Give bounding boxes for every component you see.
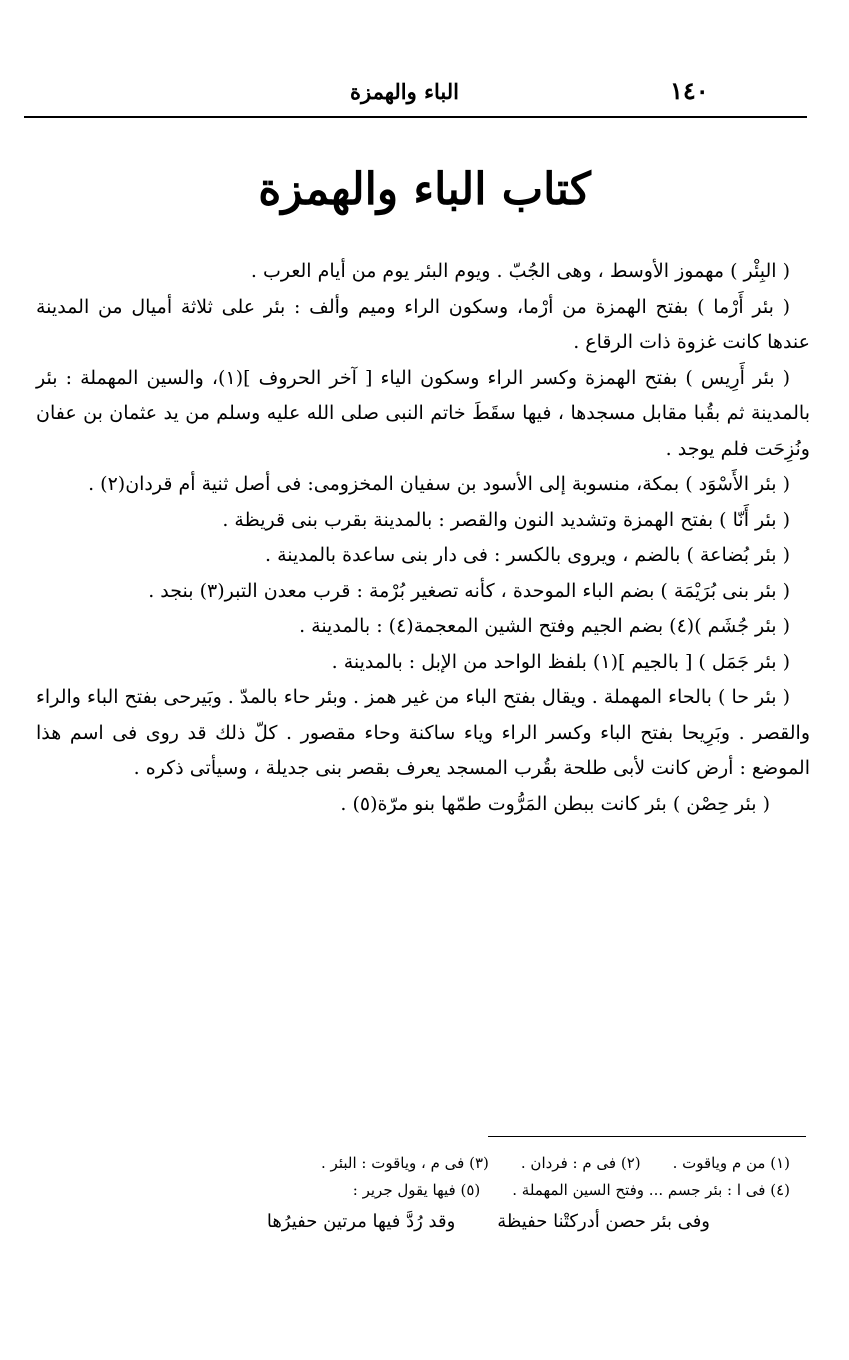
entry: ( بئر جُشَم )(٤) بضم الجيم وفتح الشين المعجمة(٤) : بالمدينة . (299, 615, 790, 637)
entry: ( بئر الأَسْوَد ) بمكة، منسوبة إلى الأسود بن سفيان المخزومى: فى أصل ثنية أم قردان(٢) . (88, 473, 790, 495)
entry: ( بئر حِصْن ) بئر كانت ببطن المَرُّوت طمّها بنو مرّة(٥) . (340, 792, 770, 815)
page-header (0, 70, 849, 114)
entry: ( بئر بنى بُرَيْمَة ) بضم الباء الموحدة ، كأنه تصغير بُرْمة : قرب معدن التبر(٣) بنجد . (148, 579, 790, 602)
footnote: (٤) فى ا : بئر جسم ... وفتح السين المهملة . (512, 1181, 790, 1199)
header-rule (24, 116, 807, 118)
footnote-line (100, 1177, 790, 1204)
footnote-rule (488, 1136, 806, 1137)
footnote: (٣) فى م ، وياقوت : البئر . (321, 1154, 489, 1172)
entry: ( بئر أَرِيس ) بفتح الهمزة وكسر الراء وسكون الياء [ آخر الحروف ](١)، والسين المهملة : بئر بالمدينة ثم بقُبا مقابل مسجدها ، فيها سقَطَ خاتم النبى صلى الله عليه وسلم من يد عثمان بن عفان ونُزِحَت فلم يوجد . (36, 366, 810, 460)
chapter-title: كتاب الباء والهمزة (258, 164, 591, 215)
entries-body (36, 254, 810, 822)
entry: ( بئر جَمَل ) [ بالجيم ](١) بلفظ الواحد من الإبل : بالمدينة . (331, 650, 790, 673)
entry: ( بئر حا ) بالحاء المهملة . ويقال بفتح الباء من غير همز . وبئر حاء بالمدّ . وبَيرحى بفتح الباء والراء والقصر . وبَرِيحا بفتح الباء وكسر الراء وياء ساكنة وحاء مقصور . كلّ ذلك قد روى فى اسم هذا الموضع : أرض كانت لأبى طلحة بقُرب المسجد يعرف بقصر بنى جديلة ، وسيأتى ذكره . (36, 686, 810, 779)
footnotes (100, 1150, 790, 1240)
verse-hemistich: وفى بئر حصن أدركتْنا حفيظة (497, 1211, 710, 1232)
footnote-line (100, 1150, 790, 1177)
footnote-verse (100, 1204, 710, 1240)
entry: ( بئر بُضاعة ) بالضم ، ويروى بالكسر : فى دار بنى ساعدة بالمدينة . (264, 544, 790, 566)
entry: ( بئر أَرْما ) بفتح الهمزة من أرْما، وسكون الراء وميم وألف : بئر على ثلاثة أميال من المدينة عندها كانت غزوة ذات الرقاع . (36, 295, 810, 353)
running-head: الباء والهمزة (350, 79, 459, 104)
entry: ( بئر أَنّا ) بفتح الهمزة وتشديد النون والقصر : بالمدينة بقرب بنى قريظة . (222, 508, 790, 531)
footnote: (٥) فيها يقول جرير : (352, 1181, 481, 1199)
page-number: ١٤٠ (670, 76, 709, 105)
entry: ( البِئْر ) مهموز الأوسط ، وهى الجُبّ . ويوم البئر يوم من أيام العرب . (250, 260, 790, 282)
footnote: (٢) فى م : فردان . (520, 1154, 641, 1172)
footnote: (١) من م وياقوت . (672, 1154, 790, 1172)
verse-hemistich: وقد رُدَّ فيها مرتين حفيرُها (266, 1211, 456, 1232)
